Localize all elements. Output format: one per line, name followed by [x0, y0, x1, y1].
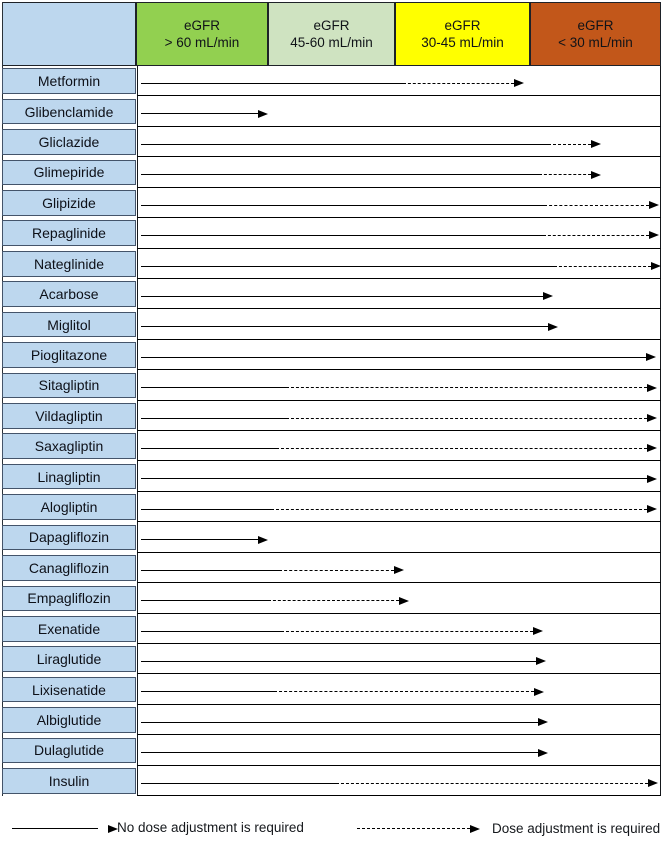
egfr-arrow-cell: [137, 644, 661, 674]
egfr-arrow-cell: [137, 279, 661, 309]
dashed-arrow-line: [276, 448, 647, 449]
egfr-arrow-cell: [137, 705, 661, 735]
dashed-arrow-line: [403, 83, 514, 84]
arrowhead-icon: [538, 718, 548, 726]
table-row: [0, 401, 667, 431]
solid-arrow-line: [141, 144, 548, 145]
drug-name-cell: Saxagliptin: [2, 433, 136, 459]
dashed-arrow-line: [286, 387, 647, 388]
arrowhead-icon: [647, 384, 657, 392]
table-row: [0, 461, 667, 491]
solid-arrow-line: [141, 418, 286, 419]
table-row: [0, 96, 667, 126]
table-row: [0, 614, 667, 644]
arrowhead-icon: [648, 779, 658, 787]
solid-arrow-line: [141, 296, 543, 297]
table-row: [0, 127, 667, 157]
drug-name-cell: Empagliflozin: [2, 586, 136, 612]
drug-name-cell: Sitagliptin: [2, 373, 136, 399]
arrowhead-icon: [258, 536, 268, 544]
drug-name-cell: Repaglinide: [2, 220, 136, 246]
dashed-arrow-line: [544, 205, 649, 206]
egfr-arrow-cell: [137, 340, 661, 370]
solid-arrow-line: [141, 600, 268, 601]
dashed-arrow-line: [268, 600, 399, 601]
arrowhead-icon: [591, 140, 601, 148]
arrowhead-icon: [647, 414, 657, 422]
arrowhead-icon: [538, 749, 548, 757]
drug-name-cell: Liraglutide: [2, 646, 136, 672]
arrowhead-icon: [647, 505, 657, 513]
header-range-label: 30-45 mL/min: [421, 35, 504, 50]
arrowhead-icon: [394, 566, 404, 574]
table-row: [0, 553, 667, 583]
arrowhead-icon: [470, 825, 480, 833]
arrowhead-icon: [533, 627, 543, 635]
drug-name-cell: Lixisenatide: [2, 677, 136, 703]
header-cell-egfr-45-60: [268, 2, 395, 66]
header-cell-egfr-gt60: [136, 2, 268, 66]
solid-arrow-line: [141, 722, 538, 723]
solid-arrow-line: [141, 266, 554, 267]
drug-name-cell: Glibenclamide: [2, 99, 136, 125]
solid-arrow-line: [141, 357, 646, 358]
dashed-arrow-line: [336, 783, 648, 784]
egfr-arrow-cell: [137, 614, 661, 644]
drug-name-cell: Linagliptin: [2, 464, 136, 490]
header-cell-egfr-lt30: [530, 2, 661, 66]
table-row: [0, 157, 667, 187]
table-row: [0, 644, 667, 674]
table-row: [0, 218, 667, 248]
legend-dashed-line: [357, 828, 470, 829]
table-row: [0, 309, 667, 339]
header-egfr-label: eGFR: [183, 18, 220, 33]
drug-name-cell: Vildagliptin: [2, 403, 136, 429]
egfr-arrow-cell: [137, 370, 661, 400]
solid-arrow-line: [141, 539, 258, 540]
egfr-arrow-cell: [137, 157, 661, 187]
egfr-arrow-cell: [137, 431, 661, 461]
egfr-arrow-cell: [137, 461, 661, 491]
dashed-arrow-line: [543, 235, 649, 236]
header-egfr-label: eGFR: [313, 18, 350, 33]
table-row: [0, 522, 667, 552]
solid-arrow-line: [141, 113, 258, 114]
drug-name-cell: Miglitol: [2, 312, 136, 338]
table-row: [0, 370, 667, 400]
solid-arrow-line: [141, 752, 538, 753]
solid-arrow-line: [141, 509, 271, 510]
arrowhead-icon: [536, 657, 546, 665]
egfr-arrow-cell: [137, 766, 661, 796]
legend-solid-line: [12, 828, 98, 829]
solid-arrow-line: [141, 570, 279, 571]
egfr-arrow-cell: [137, 188, 661, 218]
solid-arrow-line: [141, 83, 403, 84]
drug-name-cell: Glimepiride: [2, 160, 136, 186]
table-row: [0, 583, 667, 613]
header-cell-blank: [2, 2, 136, 66]
arrowhead-icon: [534, 688, 544, 696]
solid-arrow-line: [141, 661, 536, 662]
solid-arrow-line: [141, 691, 274, 692]
table-row: [0, 279, 667, 309]
dashed-arrow-line: [279, 570, 394, 571]
arrowhead-icon: [649, 201, 659, 209]
drug-name-cell: Insulin: [2, 768, 136, 794]
drug-name-cell: Gliclazide: [2, 129, 136, 155]
egfr-arrow-cell: [137, 553, 661, 583]
table-row: [0, 492, 667, 522]
table-row: [0, 249, 667, 279]
drug-name-cell: Pioglitazone: [2, 342, 136, 368]
drug-name-cell: Metformin: [2, 68, 136, 94]
table-row: [0, 431, 667, 461]
table-row: [0, 735, 667, 765]
solid-arrow-line: [141, 448, 276, 449]
header-egfr-label: eGFR: [577, 18, 614, 33]
table-row: [0, 705, 667, 735]
solid-arrow-line: [141, 478, 647, 479]
drug-name-cell: Acarbose: [2, 281, 136, 307]
table-row: [0, 674, 667, 704]
drug-name-cell: Glipizide: [2, 190, 136, 216]
arrowhead-icon: [543, 292, 553, 300]
dashed-arrow-line: [548, 144, 591, 145]
arrowhead-icon: [649, 231, 659, 239]
dashed-arrow-line: [274, 691, 534, 692]
arrowhead-icon: [651, 262, 661, 270]
drug-name-cell: Dapagliflozin: [2, 525, 136, 551]
drug-name-cell: Albiglutide: [2, 707, 136, 733]
arrowhead-icon: [647, 444, 657, 452]
arrowhead-icon: [399, 597, 409, 605]
egfr-arrow-cell: [137, 492, 661, 522]
egfr-arrow-cell: [137, 522, 661, 552]
legend-dashed-label: Dose adjustment is required: [492, 821, 661, 836]
arrowhead-icon: [647, 475, 657, 483]
egfr-arrow-cell: [137, 401, 661, 431]
header-egfr-label: eGFR: [444, 18, 481, 33]
egfr-arrow-cell: [137, 96, 661, 126]
header-range-label: 45-60 mL/min: [290, 35, 373, 50]
egfr-arrow-cell: [137, 583, 661, 613]
arrowhead-icon: [548, 323, 558, 331]
egfr-arrow-cell: [137, 309, 661, 339]
table-row: [0, 340, 667, 370]
arrowhead-icon: [258, 110, 268, 118]
table-row: [0, 188, 667, 218]
header-range-label: < 30 mL/min: [558, 35, 633, 50]
solid-arrow-line: [141, 631, 281, 632]
dashed-arrow-line: [286, 418, 647, 419]
header-cell-egfr-30-45: [395, 2, 530, 66]
table-row: [0, 766, 667, 796]
legend-solid-label: No dose adjustment is required: [117, 820, 304, 835]
egfr-arrow-cell: [137, 127, 661, 157]
dashed-arrow-line: [281, 631, 533, 632]
arrowhead-icon: [591, 171, 601, 179]
dashed-arrow-line: [554, 266, 651, 267]
solid-arrow-line: [141, 205, 544, 206]
egfr-arrow-cell: [137, 249, 661, 279]
drug-name-cell: Canagliflozin: [2, 555, 136, 581]
solid-arrow-line: [141, 326, 548, 327]
arrowhead-icon: [646, 353, 656, 361]
egfr-arrow-cell: [137, 218, 661, 248]
table-row: [0, 66, 667, 96]
arrowhead-icon: [514, 79, 524, 87]
egfr-arrow-cell: [137, 674, 661, 704]
egfr-arrow-cell: [137, 66, 661, 96]
solid-arrow-line: [141, 235, 543, 236]
drug-name-cell: Exenatide: [2, 616, 136, 642]
egfr-arrow-cell: [137, 735, 661, 765]
drug-name-cell: Nateglinide: [2, 251, 136, 277]
solid-arrow-line: [141, 387, 286, 388]
drug-name-cell: Alogliptin: [2, 494, 136, 520]
header-range-label: > 60 mL/min: [164, 35, 240, 50]
dashed-arrow-line: [539, 174, 591, 175]
drug-rows: [0, 66, 667, 796]
solid-arrow-line: [141, 783, 336, 784]
dashed-arrow-line: [271, 509, 647, 510]
solid-arrow-line: [141, 174, 539, 175]
drug-name-cell: Dulaglutide: [2, 738, 136, 764]
